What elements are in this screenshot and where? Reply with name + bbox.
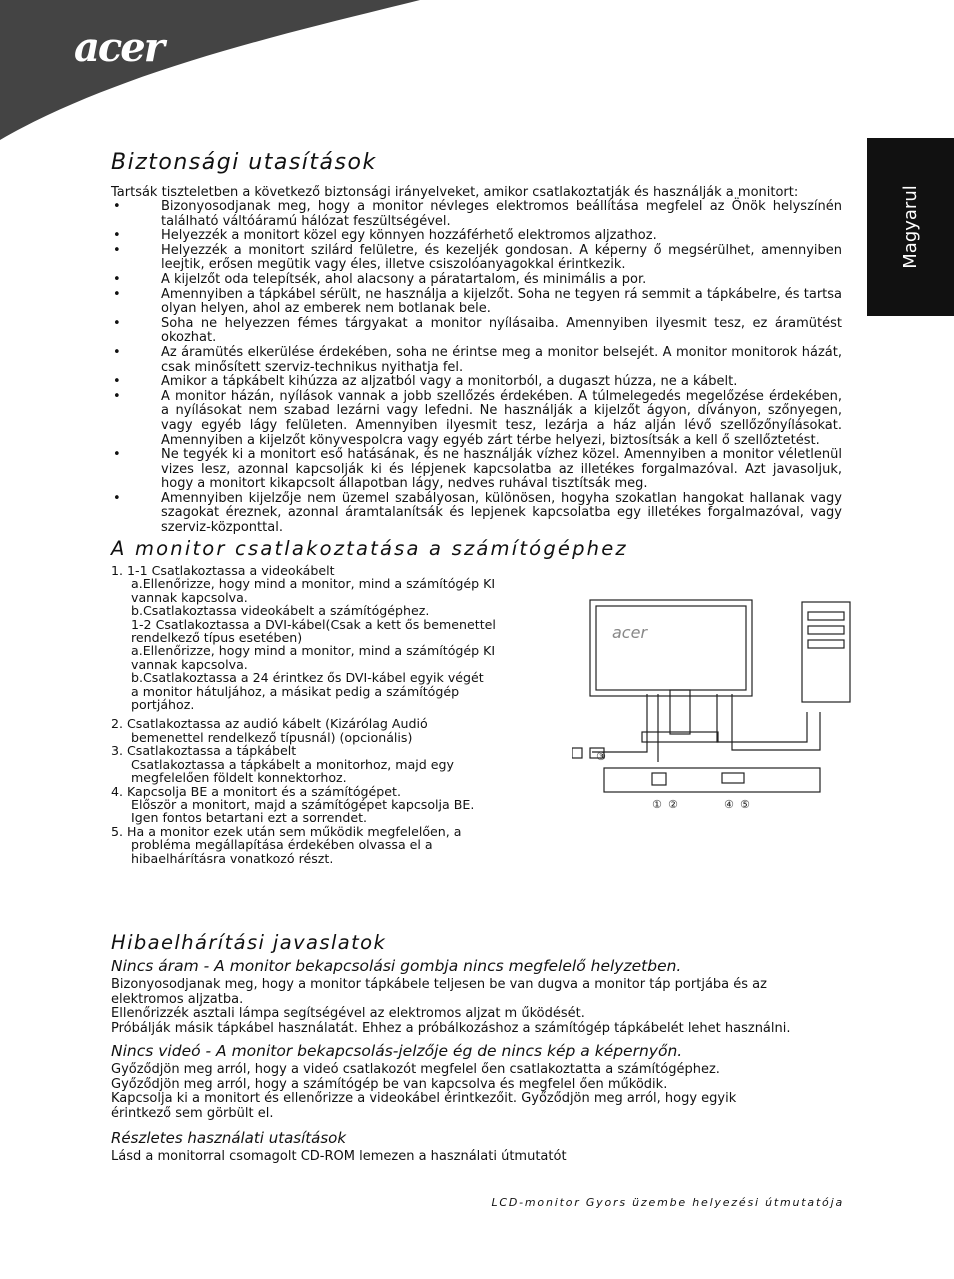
connect-steps <box>111 564 551 865</box>
safety-list <box>111 200 842 536</box>
diagram-label-2: ② <box>668 798 678 811</box>
details-title: Részletes használati utasítások <box>111 1129 347 1147</box>
safety-intro: Tartsák tiszteletben a következő biztonsági irányelveket, amikor csatlakoztatják és használják a monitort: <box>111 185 799 200</box>
connect-step-line: a monitor hátuljához, a másikat pedig a számítógép <box>131 683 460 699</box>
connect-step-line: b.Csatlakoztassa a 24 érintkez ős DVI-kábel egyik végét <box>131 670 484 686</box>
safety-item: • Az áramütés elkerülése érdekében, soha ne érintse meg a monitor belsejét. A monitor monitorok házát, csak minősített szerviz-technikus nyithatja fel. <box>111 346 842 375</box>
connect-step-line: portjához. <box>131 697 195 713</box>
safety-item: • Helyezzék a monitort szilárd felületre, és kezeljék gondosan. A képerny ő megsérülhet, amennyiben leejtik, erősen megütik vagy éles, illetve csiszolóanyagokkal érintkezik. <box>111 244 842 273</box>
diagram-label-1: ① <box>652 798 662 811</box>
connect-step-line: 2. Csatlakoztassa az audió kábelt (Kizárólag Audió <box>111 716 428 732</box>
trouble-line: Bizonyosodjanak meg, hogy a monitor tápkábele teljesen be van dugva a monitor táp portjába és az <box>111 977 767 992</box>
safety-item: • A kijelzőt oda telepítsék, ahol alacsony a páratartalom, és minimális a por. <box>111 273 842 288</box>
connect-step-line: 5. Ha a monitor ezek után sem működik megfelelően, a <box>111 823 462 839</box>
language-tab-label: Magyarul <box>899 185 921 269</box>
safety-item: • A monitor házán, nyílások vannak a jobb szellőzés érdekében. A túlmelegedés megelőzése érdekében, a nyílásokat nem szabad lezárni vagy lefedni. Ne használják a kijelzőt ágyon, díványon, szőnyegen, vagy egyéb lágy felületen. Amennyiben ilyesmit tesz, lezárja a ház alján lévő szellőzőnyílásokat. Amennyiben a kijelzőt könyvespolcra vagy egyéb zárt térbe helyezi, biztosítsák a kell ő szellőztetést. <box>111 390 842 448</box>
trouble-line: Ellenőrizzék asztali lámpa segítségével az elektromos aljzat m űködését. <box>111 1006 585 1022</box>
connect-step-line: vannak kapcsolva. <box>131 656 248 672</box>
safety-item: • Helyezzék a monitort közel egy könnyen hozzáférhető elektromos aljzathoz. <box>111 229 842 244</box>
safety-item: • Amennyiben a tápkábel sérült, ne használja a kijelzőt. Soha ne tegyen rá semmit a tápkábelre, és tartsa olyan helyen, ahol az emberek nem botlanak bele. <box>111 288 842 317</box>
trouble-line: elektromos aljzatba. <box>111 991 244 1007</box>
trouble-line: Próbálják másik tápkábel használatát. Ehhez a próbálkozáshoz a számítógép tápkábelét lehet használni. <box>111 1020 791 1036</box>
no-power-text <box>111 978 846 1036</box>
safety-item: • Bizonyosodjanak meg, hogy a monitor névleges elektromos beállítása megfelel az Önök helyszínén található váltóáramú hálózat feszültségével. <box>111 200 842 229</box>
safety-title: Biztonsági utasítások <box>111 150 377 175</box>
diagram-label-5: ⑤ <box>740 798 750 811</box>
no-video-title: Nincs videó - A monitor bekapcsolás-jelzője ég de nincs kép a képernyőn. <box>111 1042 683 1060</box>
safety-item: • Amennyiben kijelzője nem üzemel szabályosan, különösen, hogyha szokatlan hangokat hallanak vagy szagokat éreznek, azonnal áramtalanítsák és lepjenek kapcsolatba egy illetékes forgalmazóval, vagy szerviz-központtal. <box>111 492 842 536</box>
connect-step-line: a.Ellenőrizze, hogy mind a monitor, mind a számítógép KI <box>131 643 496 659</box>
connect-step-line: bemenettel rendelkező típusnál) (opcionális) <box>131 729 413 745</box>
connect-step-line: hibaelhárításra vonatkozó részt. <box>131 850 334 866</box>
connect-step-line: Először a monitort, majd a számítógépet kapcsolja BE. <box>131 796 475 812</box>
connect-step-line: 3. Csatlakoztassa a tápkábelt <box>111 743 297 759</box>
connect-step-line: b.Csatlakoztassa videokábelt a számítógéphez. <box>131 603 430 619</box>
safety-item: • Amikor a tápkábelt kihúzza az aljzatból vagy a monitorból, a dugaszt húzza, ne a kábelt. <box>111 375 842 390</box>
connect-step-line: megfelelően földelt konnektorhoz. <box>131 770 347 786</box>
footer-text: LCD-monitor Gyors üzembe helyezési útmutatója <box>491 1196 844 1209</box>
connect-step-line: 4. Kapcsolja BE a monitort és a számítógépet. <box>111 783 401 799</box>
connect-step-line: a.Ellenőrizze, hogy mind a monitor, mind a számítógép KI <box>131 576 496 592</box>
diagram-label-4: ④ <box>724 798 734 811</box>
connect-step-line: Igen fontos betartani ezt a sorrendet. <box>131 810 368 826</box>
trouble-line: Győződjön meg arról, hogy a számítógép be van kapcsolva és megfelel ően működik. <box>111 1076 668 1092</box>
no-power-title: Nincs áram - A monitor bekapcsolási gombja nincs megfelelő helyzetben. <box>111 957 682 975</box>
details-line: Lásd a monitorral csomagolt CD-ROM lemezen a használati útmutatót <box>111 1149 567 1164</box>
connect-title: A monitor csatlakoztatása a számítógéphez <box>111 537 628 560</box>
connection-diagram <box>572 582 862 812</box>
connect-step-line: rendelkező típus esetében) <box>131 630 303 646</box>
safety-item: • Soha ne helyezzen fémes tárgyakat a monitor nyílásaiba. Amennyiben ilyesmit tesz, ez áramütést okozhat. <box>111 317 842 346</box>
no-video-text <box>111 1063 846 1121</box>
trouble-line: érintkező sem görbült el. <box>111 1105 274 1121</box>
trouble-line: Győződjön meg arról, hogy a videó csatlakozót megfelel ően csatlakoztatta a számítógéphez. <box>111 1062 720 1077</box>
trouble-line: Kapcsolja ki a monitort és ellenőrizze a videokábel érintkezőit. Győződjön meg arról, hogy egyik <box>111 1091 737 1107</box>
connect-step-line: 1-2 Csatlakoztassa a DVI-kábel(Csak a kett ős bemenettel <box>131 616 496 632</box>
safety-item: • Ne tegyék ki a monitort eső hatásának, és ne használják vízhez közel. Amennyiben a monitor véletlenül vizes lesz, azonnal kapcsolják ki és lépjenek kapcsolatba az illetékes forgalmazóval. Azt javasoljuk, hogy a monitort kikapcsolt állapotban lágy, nedves ruhával tisztítsák meg. <box>111 448 842 492</box>
connect-step-line: vannak kapcsolva. <box>131 589 248 605</box>
connect-step-line: probléma megállapítása érdekében olvassa el a <box>131 837 433 853</box>
connect-step-line: Csatlakoztassa a tápkábelt a monitorhoz, majd egy <box>131 756 454 772</box>
acer-logo: acer <box>74 24 163 71</box>
trouble-title: Hibaelhárítási javaslatok <box>111 931 387 954</box>
svg-text:acer: acer <box>612 623 648 642</box>
diagram-label-3: ③ <box>596 750 606 763</box>
connect-step-line: 1. 1-1 Csatlakoztassa a videokábelt <box>111 563 335 578</box>
language-tab <box>867 138 954 316</box>
